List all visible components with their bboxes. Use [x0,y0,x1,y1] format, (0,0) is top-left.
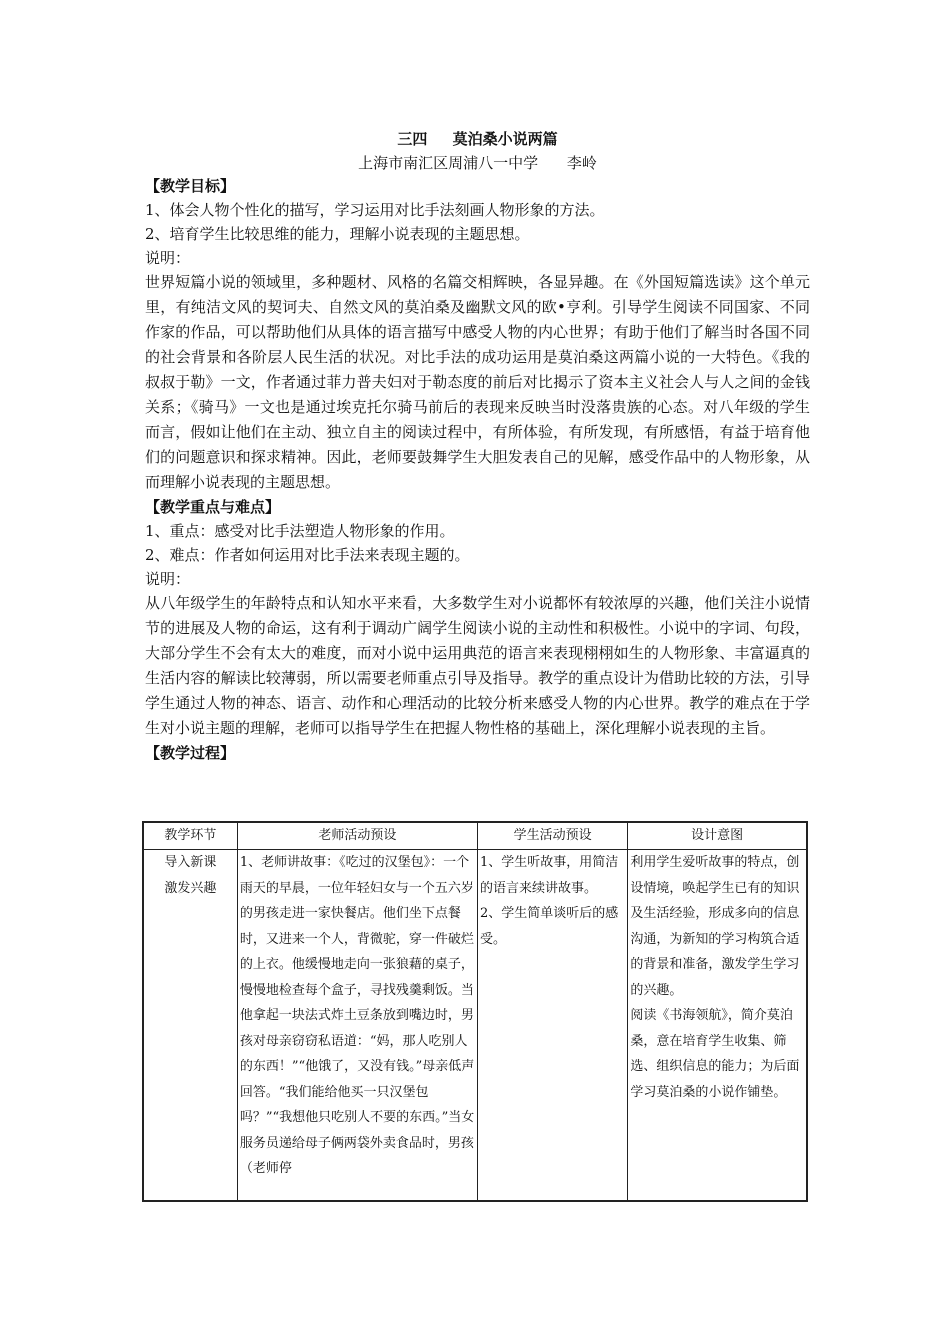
lesson-number: 三四 [397,130,428,148]
focus-item: 1、重点：感受对比手法塑造人物形象的作用。 [145,522,455,540]
design-intent-cell [628,850,807,1202]
focus-note: 从八年级学生的年龄特点和认知水平来看，大多数学生对小说都怀有较浓厚的兴趣，他们关注小说情节的进展及人物的命运，这有利于调动广阔学生阅读小说的主动性和积极性。小说中的字词、句段，大部分学生不会有太大的难度，而对小说中运用典范的语言来表现栩栩如生的人物形象、丰富逼真的生活内容的解读比较薄弱，所以需要老师重点引导及指导。教学的重点设计为借助比较的方法，引导学生通过人物的神态、语言、动作和心理活动的比较分析来感受人物的内心世界。教学的难点在于学生对小说主题的理解，老师可以指导学生在把握人物性格的基础上，深化理解小说表现的主旨。 [145,594,810,737]
process-table [142,821,808,1202]
goals-note: 世界短篇小说的领域里，多种题材、风格的名篇交相辉映，各显异趣。在《外国短篇选读》这个单元里，有纯洁文风的契诃夫、自然文风的莫泊桑及幽默文风的欧•亨利。引导学生阅读不同国家、不同作家的作品，可以帮助他们从具体的语言描写中感受人物的内心世界；有助于他们了解当时各国不同的社会背景和各阶层人民生活的状况。对比手法的成功运用是莫泊桑这两篇小说的一大特色。《我的叔叔于勒》一文，作者通过菲力普夫妇对于勒态度的前后对比揭示了资本主义社会人与人之间的金钱关系；《骑马》一文也是通过埃克托尔骑马前后的表现来反映当时没落贵族的心态。对八年级的学生而言，假如让他们在主动、独立自主的阅读过程中，有所体验，有所发现，有所感悟，有益于培育他们的问题意识和探求精神。因此，老师要鼓舞学生大胆发表自己的见解，感受作品中的人物形象，从而理解小说表现的主题思想。 [145,273,810,491]
teacher-activity-text: 1、老师讲故事：《吃过的汉堡包》：一个雨天的早晨，一位年轻妇女与一个五六岁的男孩走进一家快餐店。他们坐下点餐时，又进来一个人，背微驼，穿一件破烂的上衣。他缓慢地走向一张狼藉的桌子，慢慢地检查每个盒子，寻找残羹剩饭。当他拿起一块法式炸土豆条放到嘴边时，男孩对母亲窃窃私语道：“妈，那人吃别人的东西！”“他饿了，又没有钱。”母亲低声回答。“我们能给他买一只汉堡包吗？”“我想他只吃别人不要的东西。”当女服务员递给母子俩两袋外卖食品时，男孩（老师停 [239,855,475,1176]
document-page [145,128,810,765]
column-header: 设计意图 [628,822,807,850]
stage-cell [143,850,237,1202]
column-header: 学生活动预设 [478,822,628,850]
stage-line: 导入新课 [164,855,217,870]
student-activity-cell [478,850,628,1202]
goals-note-label: 说明： [145,249,191,267]
teacher-activity-cell [237,850,477,1202]
focus-item: 2、难点：作者如何运用对比手法来表现主题的。 [145,546,470,564]
column-header: 教学环节 [143,822,237,850]
goals-heading: 【教学目标】 [145,177,236,195]
student-activity-text: 2、学生简单谈听后的感受。 [480,906,619,947]
process-heading: 【教学过程】 [145,744,236,762]
goal-item: 1、体会人物个性化的描写，学习运用对比手法刻画人物形象的方法。 [145,201,605,219]
design-intent-text: 阅读《书海领航》，简介莫泊桑，意在培育学生收集、筛选、组织信息的能力；为后面学习莫泊桑的小说作铺垫。 [630,1008,800,1100]
column-header: 老师活动预设 [237,822,477,850]
author-name: 李岭 [566,154,597,172]
focus-note-label: 说明： [145,570,191,588]
focus-heading: 【教学重点与难点】 [145,498,281,516]
table-row [143,850,807,1202]
table-header-row [143,822,807,850]
lesson-name: 莫泊桑小说两篇 [452,130,558,148]
student-activity-text: 1、学生听故事，用简洁的语言来续讲故事。 [480,855,619,896]
author-line [145,152,810,174]
design-intent-text: 利用学生爱听故事的特点，创设情境，唤起学生已有的知识及生活经验，形成多向的信息沟通，为新知的学习构筑合适的背景和准备，激发学生学习的兴趣。 [630,855,800,998]
school-name: 上海市南汇区周浦八一中学 [358,154,539,172]
stage-line: 激发兴趣 [164,880,217,896]
lesson-title [145,128,810,150]
goal-item: 2、培育学生比较思维的能力，理解小说表现的主题思想。 [145,225,530,243]
